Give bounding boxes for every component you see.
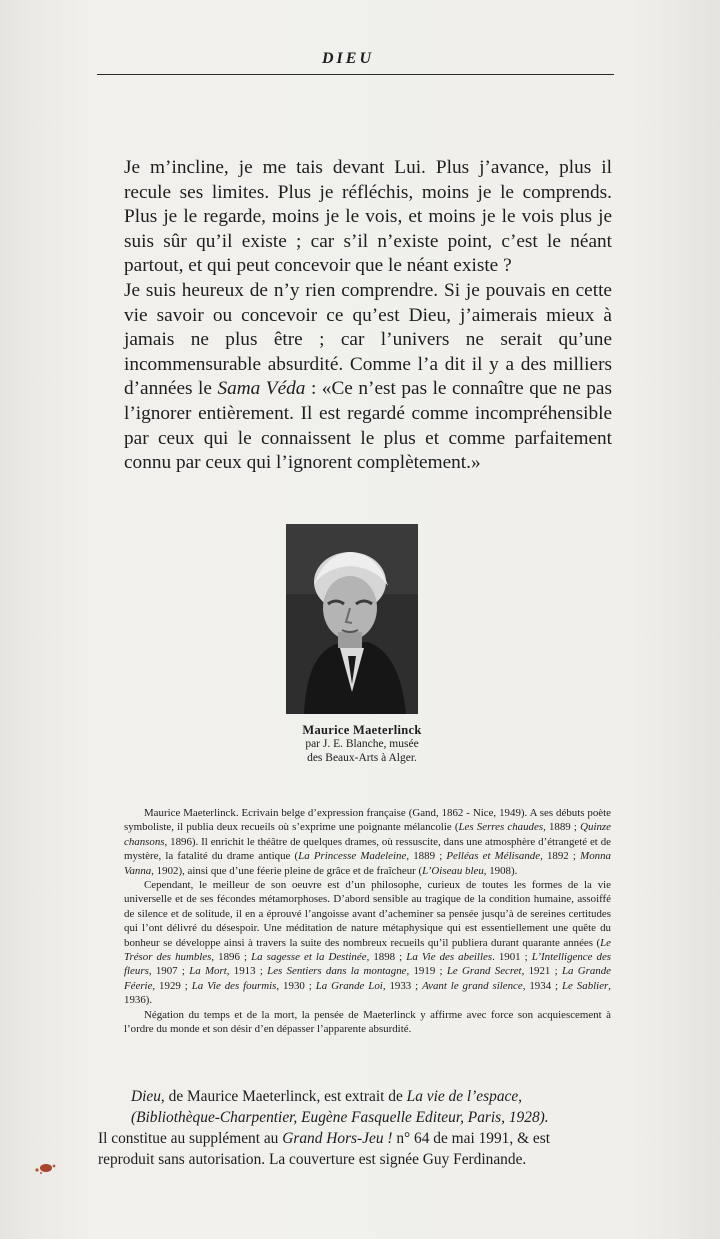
cited-work-title: La Vie des fourmis bbox=[191, 979, 277, 992]
bio-text-run: , 1921 ; bbox=[521, 965, 562, 978]
main-paragraph-1: Je m’incline, je me tais devant Lui. Plus j’avance, plus il recule ses limites. Plus je réfléchis, moins je le comprends. Plus je le regarde, moins je le vois, et moins je le vois plus je suis sûr qu’il existe ; car s’il n’existe point, c’est le néant partout, et qui peut concevoir que le néant existe ? bbox=[124, 157, 612, 277]
cited-work-title: Quinze chansons bbox=[124, 821, 611, 848]
portrait-caption bbox=[282, 723, 442, 765]
caption-name: Maurice Maeterlinck bbox=[302, 723, 422, 737]
cited-work-title: La Grande Féerie bbox=[124, 965, 611, 992]
cited-work-title: La Grande Loi bbox=[315, 979, 383, 992]
credits-line-1 bbox=[98, 1086, 638, 1107]
publication-credits bbox=[98, 1086, 638, 1170]
bio-text-run: , 1896). Il enrichit le théâtre de quelques drames, où ressuscite, dans une atmosphère d’étrangeté et de mystère, la fatalité du drame antique ( bbox=[124, 835, 611, 863]
main-paragraph-2-part-b: : «Ce n’est pas le connaître que ne pas l’ignorer entièrement. Il est regardé comme incompréhensible par ceux qui le connaissent le plus et comme parfaitement connu par ceux qui l’ignorent complètement.» bbox=[124, 378, 612, 474]
biography bbox=[124, 806, 611, 1037]
cited-work-title: Monna Vanna bbox=[124, 850, 611, 877]
bio-text-run: , 1889 ; bbox=[543, 821, 581, 834]
bio-text-run: , 1908). bbox=[483, 864, 518, 877]
credits-line-3-part-b: n° 64 de mai 1991, & est bbox=[392, 1130, 550, 1147]
bio-text-run: , 1936). bbox=[124, 979, 611, 1007]
bio-text-run: , 1902), ainsi que d’une féerie pleine de grâce et de fraîcheur ( bbox=[151, 864, 423, 877]
cited-work-title: La Mort bbox=[189, 965, 227, 978]
bio-text-run: , 1907 ; bbox=[148, 965, 190, 978]
bio-text-run: , 1930 ; bbox=[276, 979, 316, 992]
cited-work-title: Pelléas et Mélisande bbox=[446, 850, 541, 863]
credits-line-1-text: , de Maurice Maeterlinck, est extrait de bbox=[160, 1088, 407, 1105]
main-text bbox=[124, 156, 612, 476]
cited-work-title: Le Sablier bbox=[562, 979, 609, 992]
credits-line-2: (Bibliothèque-Charpentier, Eugène Fasquelle Editeur, Paris, 1928). bbox=[131, 1109, 549, 1126]
cited-work-title: La Vie des abeilles bbox=[406, 951, 493, 964]
caption-line-3: des Beaux-Arts à Alger. bbox=[307, 752, 417, 764]
caption-line-2: par J. E. Blanche, musée bbox=[305, 738, 419, 750]
bio-text-run: , 1933 ; bbox=[382, 979, 423, 992]
bio-text-run: , 1929 ; bbox=[152, 979, 192, 992]
bio-text-run: , 1889 ; bbox=[406, 850, 447, 863]
cited-work-title: Les Sentiers dans la montagne bbox=[267, 965, 407, 978]
running-header-title: DIEU bbox=[322, 50, 375, 67]
bio-text-run: Cependant, le meilleur de son oeuvre est d’un philosophe, curieux de toutes les formes de la vie universelle et de ses fécondes métamorphoses. D’abord sensible au tragique de la condition humaine, assoiffé de silence et de solitude, il en a éprouvé l’angoisse avant d’acheminer sa pensée jusqu’à de sereines certitudes qui l’ont délivré du désespoir. Une méditation de nature métaphysique qui est essentiellement une quête du bonheur se développe ainsi à travers la suite des nombreux recueils qu’il publiera durant quarante années ( bbox=[124, 879, 611, 949]
cited-work-title: Avant le grand silence bbox=[422, 979, 523, 992]
credits-book-title: La vie de l’espace, bbox=[406, 1088, 523, 1105]
bio-text-run: , 1934 ; bbox=[522, 979, 562, 992]
bio-text-run: Maurice Maeterlinck. Ecrivain belge d’expression française (Gand, 1862 - Nice, 1949). A ses débuts poète symboliste, il publia deux recueils où s’exprime une poignante mélancolie ( bbox=[124, 807, 611, 834]
bio-text-run: , 1896 ; bbox=[211, 951, 252, 964]
credits-supplement-title: Grand Hors-Jeu ! bbox=[282, 1130, 393, 1147]
bio-text-run: . 1901 ; bbox=[492, 951, 532, 964]
bio-text-run: , 1919 ; bbox=[406, 965, 447, 978]
bio-text-run: , 1913 ; bbox=[226, 965, 268, 978]
portrait-image bbox=[286, 524, 418, 714]
cited-work-title: La Princesse Madeleine bbox=[298, 850, 407, 863]
credits-line-4: reproduit sans autorisation. La couverture est signée Guy Ferdinande. bbox=[98, 1151, 527, 1168]
cited-work-title: L’Intelligence des fleurs bbox=[124, 951, 612, 978]
credits-line-3-part-a: Il constitue au supplément au bbox=[98, 1130, 283, 1147]
bio-paragraph-1 bbox=[124, 806, 611, 878]
cited-work-title: Le Grand Secret bbox=[446, 965, 522, 978]
ink-stain bbox=[28, 1162, 58, 1181]
main-paragraph-2-part-a: Je suis heureux de n’y rien comprendre. Si je pouvais en cette vie savoir ou concevoir ce qu’est Dieu, j’aimerais mieux à jamais ne plus être ; car l’univers ne serait qu’une incommensurable absurdité. Comme l’a dit il y a des milliers d’années le bbox=[124, 279, 612, 400]
bio-paragraph-3: Négation du temps et de la mort, la pensée de Maeterlinck y affirme avec force son acquiescement à l’ordre du monde et son désir d’en dépasser l’apparente absurdité. bbox=[124, 1008, 611, 1036]
bio-text-run: , 1898 ; bbox=[366, 951, 407, 964]
cited-work-title: Le Trésor des humbles bbox=[124, 936, 611, 964]
main-paragraph-2 bbox=[124, 279, 612, 476]
bio-paragraph-2 bbox=[124, 878, 611, 1008]
credits-line-3 bbox=[98, 1128, 638, 1149]
sama-veda-title: Sama Véda bbox=[217, 378, 306, 400]
bio-text-run: , 1892 ; bbox=[540, 850, 581, 863]
cited-work-title: L’Oiseau bleu bbox=[422, 864, 484, 877]
cited-work-title: Les Serres chaudes bbox=[458, 821, 544, 834]
cited-work-title: La sagesse et la Destinée bbox=[251, 951, 367, 964]
credits-title: Dieu bbox=[131, 1088, 161, 1105]
header-rule bbox=[97, 74, 614, 75]
